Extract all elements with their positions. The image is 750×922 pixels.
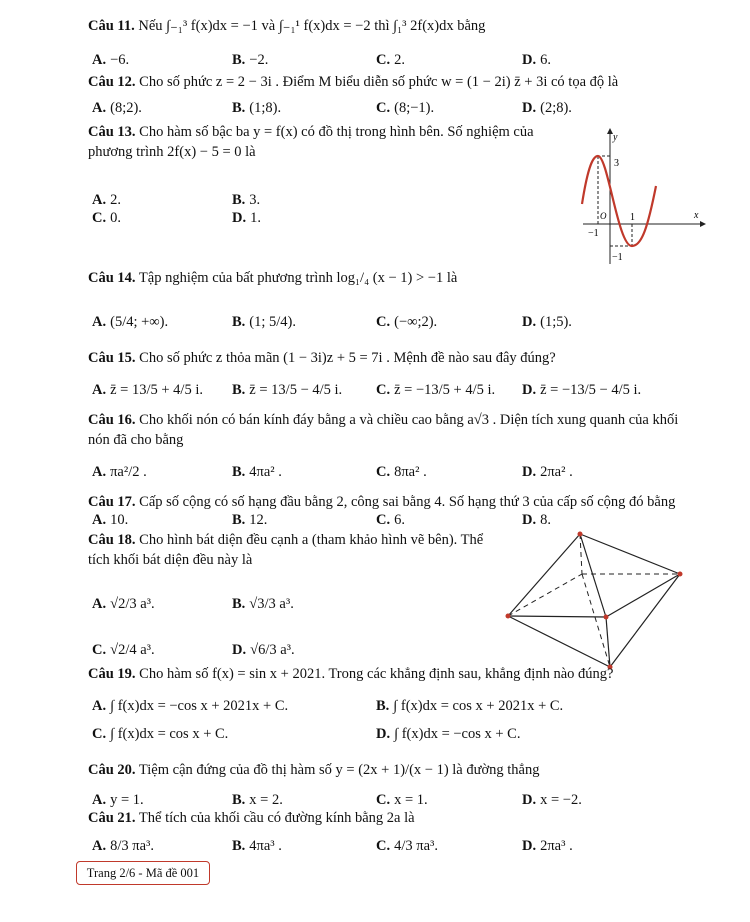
- question-text: Cho hàm số f(x) = sin x + 2021. Trong các khẳng định sau, khẳng định nào đúng?: [139, 666, 614, 682]
- option-c: C. ∫ f(x)dx = cos x + C.: [92, 726, 229, 742]
- question-19: [88, 664, 698, 684]
- vertex-dot-icon: [506, 614, 511, 619]
- question-12: [88, 72, 698, 92]
- option-a: A. (8;2).: [92, 100, 142, 116]
- question-label: Câu 20.: [88, 762, 136, 778]
- option-d: D. 2πa³ .: [522, 838, 573, 854]
- option-b: B. −2.: [232, 52, 269, 68]
- option-c: C. √2/4 a³.: [92, 642, 155, 658]
- option-a: A. (5/4; +∞).: [92, 314, 169, 330]
- x-label: x: [694, 210, 699, 221]
- octahedron-figure: [500, 530, 700, 670]
- option-a: A. √2/3 a³.: [92, 596, 155, 612]
- tick-label: −1: [588, 228, 599, 239]
- question-text: Nếu ∫₋₁³ f(x)dx = −1 và ∫₋₁¹ f(x)dx = −2 thì ∫₁³ 2f(x)dx bằng: [138, 18, 486, 34]
- question-text: Cấp số cộng có số hạng đầu bằng 2, công sai bằng 4. Số hạng thứ 3 của cấp số cộng đó bằng: [139, 494, 676, 510]
- option-d: D. 2πa² .: [522, 464, 573, 480]
- question-text: Thể tích của khối cầu có đường kính bằng 2a là: [138, 810, 415, 826]
- option-d: D. 8.: [522, 512, 551, 528]
- option-c: C. 6.: [376, 512, 405, 528]
- question-label: Câu 16.: [88, 412, 136, 428]
- vertex-dot-icon: [604, 615, 609, 620]
- option-b: B. √3/3 a³.: [232, 596, 294, 612]
- question-label: Câu 15.: [88, 350, 136, 366]
- option-d: D. 1.: [232, 210, 261, 226]
- option-d: D. z̄ = −13/5 − 4/5 i.: [522, 382, 642, 398]
- option-b: B. (1; 5/4).: [232, 314, 297, 330]
- option-a: A. 10.: [92, 512, 129, 528]
- option-b: B. 4πa³ .: [232, 838, 282, 854]
- tick-label: 1: [630, 212, 635, 223]
- question-label: Câu 14.: [88, 270, 136, 286]
- question-21: [88, 808, 698, 828]
- option-b: B. z̄ = 13/5 − 4/5 i.: [232, 382, 343, 398]
- option-d: D. ∫ f(x)dx = −cos x + C.: [376, 726, 521, 742]
- option-d: D. √6/3 a³.: [232, 642, 295, 658]
- option-c: C. 4/3 πa³.: [376, 838, 438, 854]
- vertex-dot-icon: [578, 532, 583, 537]
- origin-label: O: [600, 211, 607, 221]
- option-c: C. x = 1.: [376, 792, 428, 808]
- option-a: A. 8/3 πa³.: [92, 838, 154, 854]
- option-b: B. x = 2.: [232, 792, 283, 808]
- question-text: Cho khối nón có bán kính đáy bằng a và chiều cao bằng a√3 . Diện tích xung quanh của khối nón đã cho bằng: [88, 412, 679, 448]
- question-text: Cho số phức z = 2 − 3i . Điểm M biểu diễn số phức w = (1 − 2i) z̄ + 3i có tọa độ là: [139, 74, 619, 90]
- question-text: Cho hình bát diện đều cạnh a (tham khảo hình vẽ bên). Thể tích khối bát diện đều này là: [88, 532, 484, 568]
- question-17: [88, 492, 698, 512]
- cubic-graph: [578, 126, 708, 268]
- question-label: Câu 13.: [88, 124, 136, 140]
- option-a: A. z̄ = 13/5 + 4/5 i.: [92, 382, 203, 398]
- question-text: Tiệm cận đứng của đồ thị hàm số y = (2x + 1)/(x − 1) là đường thẳng: [138, 762, 540, 778]
- tick-label: 3: [614, 158, 619, 169]
- question-text: Cho hàm số bậc ba y = f(x) có đồ thị trong hình bên. Số nghiệm của phương trình 2f(x) − 5 = 0 là: [88, 124, 534, 160]
- question-18: [88, 530, 498, 570]
- option-b: B. 3.: [232, 192, 261, 208]
- question-15: [88, 348, 698, 368]
- page-footer: Trang 2/6 - Mã đề 001: [76, 861, 210, 885]
- option-d: D. x = −2.: [522, 792, 582, 808]
- question-label: Câu 19.: [88, 666, 136, 682]
- y-label: y: [613, 132, 618, 143]
- question-20: [88, 760, 698, 780]
- question-16: [88, 410, 698, 450]
- x-axis-arrow-icon: [700, 221, 706, 227]
- option-a: A. 2.: [92, 192, 121, 208]
- option-c: C. (−∞;2).: [376, 314, 438, 330]
- question-label: Câu 18.: [88, 532, 136, 548]
- option-c: C. 2.: [376, 52, 405, 68]
- option-d: D. 6.: [522, 52, 551, 68]
- option-c: C. 8πa² .: [376, 464, 427, 480]
- option-b: B. (1;8).: [232, 100, 282, 116]
- option-c: C. 0.: [92, 210, 121, 226]
- option-b: B. 4πa² .: [232, 464, 282, 480]
- option-b: B. ∫ f(x)dx = cos x + 2021x + C.: [376, 698, 564, 714]
- question-text: Tập nghiệm của bất phương trình log₁/₄ (x − 1) > −1 là: [138, 270, 458, 286]
- tick-label: −1: [612, 252, 623, 263]
- option-c: C. (8;−1).: [376, 100, 435, 116]
- question-text: Cho số phức z thỏa mãn (1 − 3i)z + 5 = 7i . Mệnh đề nào sau đây đúng?: [139, 350, 556, 366]
- question-14: [88, 268, 698, 288]
- vertex-dot-icon: [678, 572, 683, 577]
- option-d: D. (1;5).: [522, 314, 572, 330]
- option-a: A. πa²/2 .: [92, 464, 147, 480]
- question-13: [88, 122, 558, 162]
- option-c: C. z̄ = −13/5 + 4/5 i.: [376, 382, 496, 398]
- question-label: Câu 21.: [88, 810, 136, 826]
- option-a: A. ∫ f(x)dx = −cos x + 2021x + C.: [92, 698, 289, 714]
- question-11: [88, 16, 698, 36]
- option-a: A. y = 1.: [92, 792, 144, 808]
- option-a: A. −6.: [92, 52, 130, 68]
- question-label: Câu 11.: [88, 18, 135, 34]
- option-b: B. 12.: [232, 512, 268, 528]
- question-label: Câu 12.: [88, 74, 136, 90]
- option-d: D. (2;8).: [522, 100, 572, 116]
- question-label: Câu 17.: [88, 494, 136, 510]
